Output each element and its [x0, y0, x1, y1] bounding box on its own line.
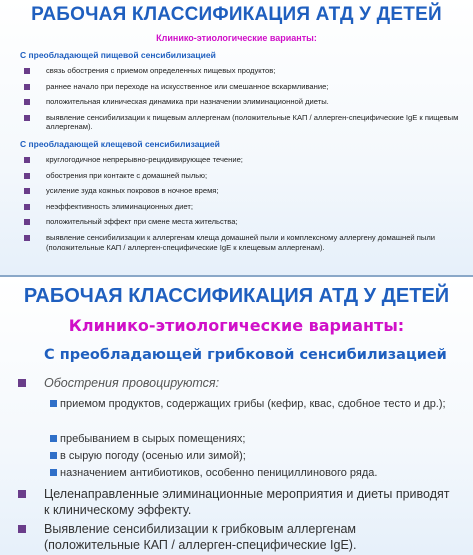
slide-title: РАБОЧАЯ КЛАССИФИКАЦИЯ АТД У ДЕТЕЙ: [23, 285, 450, 307]
square-bullet-icon: [24, 84, 30, 90]
food-section-heading: С преобладающей пищевой сенсибилизацией: [20, 50, 216, 60]
list-item: Выявление сенсибилизации к грибковым аллергенам (положительные КАП / аллерген-специфические IgE).: [44, 521, 454, 553]
list-item: Целенаправленные элиминационные мероприятия и диеты приводят к клиническому эффекту.: [44, 486, 454, 518]
square-bullet-icon: [18, 490, 26, 498]
square-bullet-icon: [50, 452, 57, 459]
list-item: выявление сенсибилизации к пищевым аллергенам (положительные КАП / аллерген-специфические IgE к пищевым аллергенам).: [22, 113, 462, 132]
square-bullet-icon: [24, 68, 30, 74]
list-item: круглогодичное непрерывно-рецидивирующее течение;: [22, 155, 462, 165]
square-bullet-icon: [50, 435, 57, 442]
square-bullet-icon: [18, 525, 26, 533]
list-item: обострения при контакте с домашней пылью;: [22, 171, 462, 181]
slide-subtitle: Клинико-этиологические варианты:: [156, 33, 317, 43]
square-bullet-icon: [50, 469, 57, 476]
slide-title: РАБОЧАЯ КЛАССИФИКАЦИЯ АТД У ДЕТЕЙ: [31, 4, 442, 25]
sub-list-item: пребыванием в сырых помещениях;: [60, 432, 450, 446]
sub-list-item: приемом продуктов, содержащих грибы (кефир, квас, сдобное тесто и др.);: [60, 397, 450, 411]
square-bullet-icon: [24, 235, 30, 241]
list-item: раннее начало при переходе на искусственное или смешанное вскармливание;: [22, 82, 462, 92]
list-item: связь обострения с приемом определенных пищевых продуктов;: [22, 66, 462, 76]
fungal-section-heading: С преобладающей грибковой сенсибилизацией: [44, 347, 447, 363]
square-bullet-icon: [24, 188, 30, 194]
mite-criteria-list: [22, 155, 462, 252]
square-bullet-icon: [50, 400, 57, 407]
sub-list-item: назначением антибиотиков, особенно пенициллинового ряда.: [60, 466, 450, 480]
square-bullet-icon: [24, 219, 30, 225]
slide-subtitle: Клинико-этиологические варианты:: [68, 316, 405, 335]
square-bullet-icon: [24, 204, 30, 210]
square-bullet-icon: [24, 99, 30, 105]
square-bullet-icon: [24, 157, 30, 163]
list-item: положительная клиническая динамика при назначении элиминационной диеты.: [22, 97, 462, 107]
square-bullet-icon: [24, 173, 30, 179]
list-item: выявление сенсибилизации к аллергенам клеща домашней пыли и комплексному аллергену домашней пыли (положительные КАП / аллерген-специфические IgE к клещевым аллергенам).: [22, 233, 462, 252]
mite-section-heading: С преобладающей клещевой сенсибилизацией: [20, 139, 220, 149]
food-criteria-list: [22, 66, 462, 132]
list-item: неэффективность элиминационных диет;: [22, 202, 462, 212]
sub-list-item: в сырую погоду (осенью или зимой);: [60, 449, 450, 463]
list-item: усиление зуда кожных покровов в ночное время;: [22, 186, 462, 196]
square-bullet-icon: [18, 379, 26, 387]
slide-fungal: [0, 277, 473, 555]
list-item: положительный эффект при смене места жительства;: [22, 217, 462, 227]
square-bullet-icon: [24, 115, 30, 121]
slide-food-mite: [0, 0, 473, 275]
list-item: Обострения провоцируются:: [44, 375, 454, 391]
